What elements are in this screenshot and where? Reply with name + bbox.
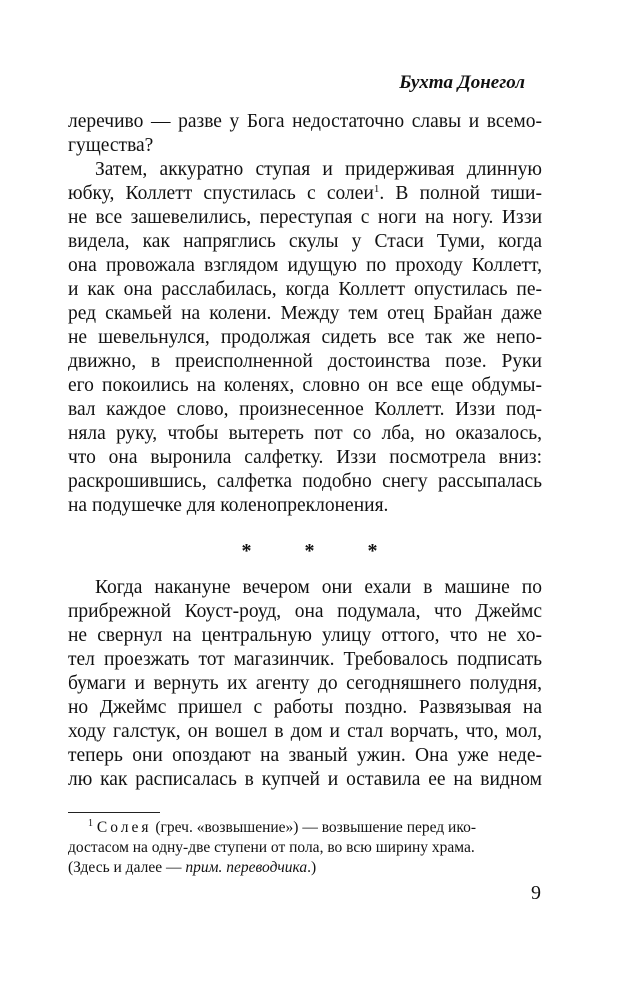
text-line: она провожала взглядом идущую по проходу Коллетт,: [68, 255, 542, 276]
text-line: тел проезжать тот магазинчик. Требовалось подписать: [68, 649, 542, 670]
text-line: прибрежной Коуст-роуд, она подумала, что Джеймс: [68, 601, 542, 622]
text-line: Когда накануне вечером они ехали в машине по: [95, 577, 542, 598]
text-line: на подушечке для коленопреклонения.: [68, 495, 389, 516]
footnote-line: достасом на одну-две ступени от пола, во всю ширину храма.: [68, 839, 475, 856]
text-line: и как она расслабилась, когда Коллетт опустилась пе-: [68, 279, 542, 300]
footnote-rule: [68, 812, 160, 813]
footnote-reference[interactable]: 1: [373, 183, 380, 195]
running-title: Бухта Донегол: [399, 72, 525, 93]
text-line: не все зашевелились, переступая с ноги на ногу. Иззи: [68, 207, 542, 228]
text-line: лю как расписалась в купчей и оставила ее на видном: [68, 769, 542, 790]
text-line: теперь они опоздают на званый ужин. Она уже неде-: [68, 745, 542, 766]
text-line: что она выронила салфетку. Иззи посмотрела вниз:: [68, 447, 542, 468]
text-line: но Джеймс пришел с работы поздно. Развязывая на: [68, 697, 542, 718]
section-divider: * * *: [241, 540, 402, 562]
section-1: [68, 110, 542, 518]
text-line: Затем, аккуратно ступая и придерживая длинную: [95, 159, 542, 180]
text-line: леречиво — разве у Бога недостаточно славы и всемо-: [68, 111, 542, 132]
footnote-marker: 1: [88, 818, 93, 829]
text-line: вал каждое слово, произнесенное Коллетт. Иззи под-: [68, 399, 542, 420]
text-line: не шевельнулся, продолжая сидеть все так же непо-: [68, 327, 542, 348]
text-line: движно, в преисполненной достоинства позе. Руки: [68, 351, 542, 372]
text-line: раскрошившись, салфетка подобно снегу рассыпалась: [68, 471, 542, 492]
section-2: [68, 576, 542, 792]
footnote-line: [68, 818, 542, 838]
footnote-text: (Здесь и далее —: [68, 859, 186, 876]
text-fragment: . В полной тиши-: [379, 183, 542, 204]
text-line: няла руку, чтобы вытереть пот со лба, но оказалось,: [68, 423, 542, 444]
text-line-with-footnote: [68, 182, 542, 206]
footnote: [68, 818, 542, 878]
text-line: видела, как напряглись скулы у Стаси Туми, когда: [68, 231, 542, 252]
text-fragment: юбку, Коллетт спустилась с солеи: [68, 183, 374, 204]
page-number: 9: [531, 882, 541, 904]
footnote-term: Солея: [96, 819, 152, 836]
footnote-italic: прим. переводчика: [185, 859, 308, 876]
text-line: его покоились на коленях, словно он все еще обдумы-: [68, 375, 542, 396]
text-line: бумаги и вернуть их агенту до сегодняшнего полудня,: [68, 673, 542, 694]
text-line: ходу галстук, он вошел в дом и стал ворчать, что, мол,: [68, 721, 542, 742]
footnote-text: .): [307, 859, 317, 876]
footnote-text: (греч. «возвышение») — возвышение перед ико-: [151, 819, 477, 836]
text-line: не свернул на центральную улицу оттого, что не хо-: [68, 625, 542, 646]
text-line: ред скамьей на колени. Между тем отец Брайан даже: [68, 303, 542, 324]
text-line: гущества?: [68, 135, 154, 156]
footnote-line: [68, 858, 542, 878]
